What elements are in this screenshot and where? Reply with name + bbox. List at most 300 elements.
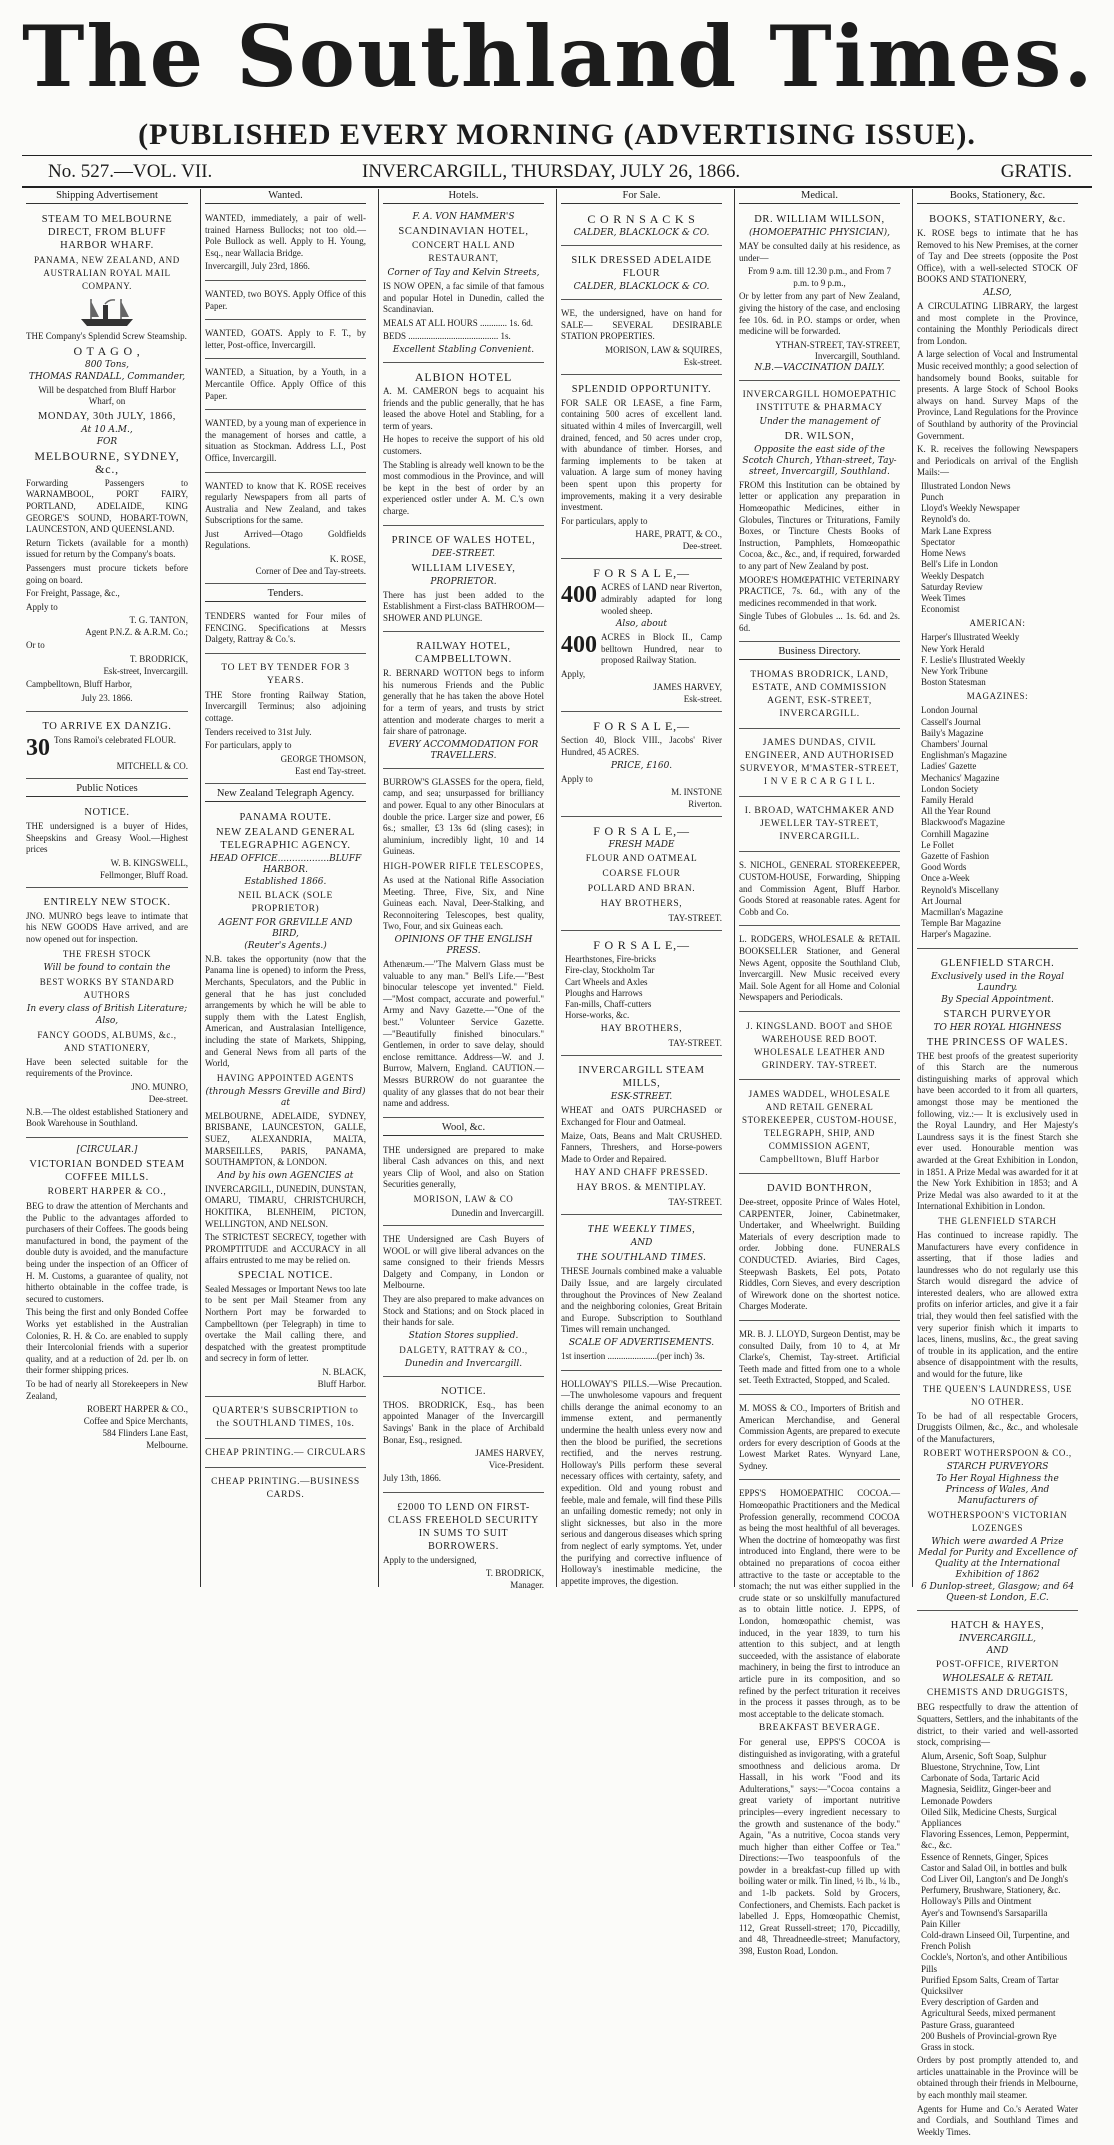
list-item: Every description of Garden and Agricultural Seeds, mixed permanent Pasture Grass, guaranteed xyxy=(921,1997,1056,2030)
ad-signature: Melbourne. xyxy=(146,1440,188,1451)
list-item: Holloway's Pills and Ointment xyxy=(921,1896,1032,1907)
ad-signature: JAMES HARVEY, xyxy=(653,682,722,693)
ad-for-sale-flour xyxy=(561,820,722,931)
ad-subscription xyxy=(205,1400,366,1439)
ad-signature: MITCHELL & CO. xyxy=(116,761,188,772)
ship-tons: 800 Tons, xyxy=(84,359,130,370)
ad-line: FLOUR AND OATMEAL xyxy=(585,854,698,865)
ad-signature: HAY BROTHERS, xyxy=(600,899,683,910)
ad-signature-address: Corner of Dee and Tay-streets. xyxy=(255,566,366,577)
ad-signature: CALDER, BLACKLOCK & CO. xyxy=(573,228,710,238)
ad-address: DEE-STREET. xyxy=(431,548,496,559)
ad-body: Or by letter from any part of New Zealand, giving the history of the case, and enclosing fee 10s. 6d. in P.O. stamps or order, when medicine will be forwarded. xyxy=(739,291,900,337)
ad-circular: [CIRCULAR.] xyxy=(76,1145,138,1156)
ad-body: JAMES DUNDAS, CIVIL ENGINEER, AND AUTHORISED SURVEYOR, M'MASTER-STREET, I N V E R C A R G I L L. xyxy=(739,738,900,788)
section-business-directory-heading: Business Directory. xyxy=(739,645,900,660)
ad-heading: NEW ZEALAND GENERAL TELEGRAPHIC AGENCY. xyxy=(216,826,355,851)
list-item: Weekly Despatch xyxy=(921,570,984,581)
ad-heading: SILK DRESSED ADELAIDE FLOUR xyxy=(571,255,712,279)
section-telegraph-heading: New Zealand Telegraph Agency. xyxy=(205,787,366,802)
ad-body: Has continued to increase rapidly. The Manufacturers have every confidence in asserting, that if those ladies and laundresses who do not regularly use this Starch would disregard the advice of interested dealers, who are allowed extra profits on inferior articles, and give it a fair trial, they would then feel satisfied with the very superior finish which it imparts to laces, linens, muslins, &c., the great saving of trouble in its application, and the entire absence of disappointment with the results, and would for the future, like xyxy=(917,1229,1078,1380)
ship-place: Campbelltown, Bluff Harbor, xyxy=(26,678,132,689)
ad-steam-mills xyxy=(561,1059,722,1215)
column-2 xyxy=(200,189,370,1587)
ad-body: MOORE'S HOMŒPATHIC VETERINARY PRACTICE, 7s. 6d., with any of the medicines recommended in that work. xyxy=(739,574,900,608)
ship-agent2: T. BRODRICK, xyxy=(129,653,188,664)
ad-rose-books xyxy=(917,208,1078,949)
list-item: Harper's Illustrated Weekly xyxy=(921,632,1020,643)
ad-body: N.B. takes the opportunity (now that the Panama line is opened) to inform the Press, Merchants, Speculators, and the Public in general that he has just concluded arrangements by which he will be able to supply them with the Latest English, American, and Australasian Intelligence, including the state of Markets, Shipping, and General News from all parts of the World, xyxy=(205,953,366,1069)
ad-body: Athenæum.—"The Malvern Glass must be valuable to any man." Bell's Life.—"Best binocular telescope yet invented." Field.—"Most compact, accurate and powerful." Army and Navy Gazette.—"One of the best." Volunteer Service Gazette.—"Beautifully finished binoculars." Gentlemen, in order to save delay, should enclose remittance. Address—W. and J. Burrow, Malvern, England. CAUTION.—Messrs BURROW do not guarantee the quality of any glasses that do not bear their name and address. xyxy=(383,958,544,1109)
ad-signature-title: Vice-President. xyxy=(488,1460,544,1471)
ad-body: FOR SALE OR LEASE, a fine Farm, containing 500 acres of excellent land. situated within 4 miles of Invercargill, well drained, fenced, and 50 acres under crop, with abundance of timber. Horses, and farming implements to be taken at valuation. A large sum of money having been spent upon this property for improvements, making it a very desirable investment. xyxy=(561,397,722,513)
ad-body: To be had of all respectable Grocers, Druggists Oilmen, &c., &c., and wholesale of the Manufacturers, xyxy=(917,1410,1078,1444)
columns xyxy=(22,189,1092,2137)
ad-cities: MELBOURNE, ADELAIDE, SYDNEY, BRISBANE, LAUNCESTON, GALLE, SUEZ, ALEXANDRIA, MALTA, MARSEILLES, PARIS, PANAMA, SOUTHAMPTON, & LONDON. xyxy=(205,1110,366,1168)
ad-body: A. M. CAMERON begs to acquaint his friends and the public generally, that he has leased the above Hotel and Stabling, for a term of years. xyxy=(383,385,544,431)
ad-signature-address: Fellmonger, Bluff Road. xyxy=(100,869,188,880)
ship-name: O T A G O , xyxy=(73,343,141,358)
ship-orto: Or to xyxy=(26,640,45,651)
ad-signature-address: Bluff Harbor. xyxy=(317,1379,366,1390)
ad-body: HOLLOWAY'S PILLS.—Wise Precaution.—The unwholesome vapours and frequent chills derange the animal economy to an immense extent, and permanently undermine the health unless every now and then the blood be purified, the secretions rectified, and the nerves restrung. Holloway's Pills perform these several necessary offices with certainty, safety, and expedition. Old and young robust and feeble, male and female, will find these Pills an unfailing domestic remedy; not only in slight sicknesses, but also in the more serious and dangerous diseases which spring from neglect of early symptoms. Yet, under the purifying and corrective influence of Holloway's inestimable medicine, the appetite improves, the digestion. xyxy=(561,1378,722,1586)
ad-heading: DAVID BONTHRON, xyxy=(766,1183,873,1194)
ad-heading: £2000 TO LEND ON FIRST-CLASS FREEHOLD SECURITY IN SUMS TO SUIT BORROWERS. xyxy=(387,1501,540,1552)
ad-heading: BOOKS, STATIONERY, &c. xyxy=(929,214,1066,225)
section-for-sale-heading: For Sale. xyxy=(561,189,722,204)
ad-line: COARSE FLOUR xyxy=(602,869,681,880)
ad-body: A large selection of Vocal and Instrumental Music received monthly; a good selection of handsomely bound Books, suitable for presents. A large Stock of School Books always on hand. Survey Maps of the Province, Land Regulations for the Province of Southland by authority of the Provincial Government. xyxy=(917,349,1078,441)
ad-wanted-rose xyxy=(205,476,366,585)
list-item: Week Times xyxy=(921,592,966,603)
ad-heading: F O R S A L E,— xyxy=(593,566,690,581)
ship-time: At 10 A.M., xyxy=(81,424,133,435)
column-6 xyxy=(912,189,1082,2137)
ad-body: THE undersigned are prepared to make liberal Cash advances on this, and next years Clip of Wool, and also on Station Securities generally, xyxy=(383,1144,544,1190)
section-public-notices-heading: Public Notices xyxy=(26,782,188,797)
ad-corn-sacks xyxy=(561,208,722,246)
ad-address: 6 Dunlop-street, Glasgow; and 64 Queen-st London, E.C. xyxy=(920,1582,1075,1604)
ad-heading: GLENFIELD STARCH. xyxy=(940,957,1055,969)
ad-line: AND xyxy=(986,1646,1009,1657)
ad-scandinavian-hotel xyxy=(383,208,544,363)
section-books-heading: Books, Stationery, &c. xyxy=(917,189,1078,204)
ad-body: WE, the undersigned, have on hand for SALE— SEVERAL DESIRABLE STATION PROPERTIES. xyxy=(561,308,722,342)
ad-body: Agents for Hume and Co.'s Aerated Water and Cordials, and Southland Times and Weekly Times. xyxy=(917,2103,1078,2137)
ad-heading: STEAM TO MELBOURNE DIRECT, FROM BLUFF HARBOR WHARF. xyxy=(41,214,173,251)
ad-for-sale-land xyxy=(561,562,722,712)
ad-holloway-pills xyxy=(561,1374,722,1595)
ad-subheading: OPINIONS OF THE ENGLISH PRESS. xyxy=(394,934,533,956)
ad-munro xyxy=(26,891,188,1138)
ad-notice-kingswell xyxy=(26,801,188,888)
ad-savings-bank-notice xyxy=(383,1380,544,1493)
list-item: Bell's Life in London xyxy=(921,559,998,570)
ad-company: PANAMA, NEW ZEALAND, AND AUSTRALIAN ROYAL MAIL COMPANY. xyxy=(34,255,180,291)
ad-heading: CHEAP PRINTING.— CIRCULARS xyxy=(205,1448,366,1459)
list-item: Macmillan's Magazine xyxy=(921,906,1003,917)
ship-agent2-address: Esk-street, Invercargill. xyxy=(103,665,188,676)
ad-body: MR. B. J. LLOYD, Surgeon Dentist, may be consulted Daily, from 10 to 4, at Mr Clarke's, Chemist, Tay-street. Artificial Teeth made and fitted from one to a whole set. Teeth Extracted, Stopped, and Scaled. xyxy=(739,1328,900,1386)
ad-nb: N.B.—The oldest established Stationery and Book Warehouse in Southland. xyxy=(26,1106,188,1129)
ad-body: He hopes to receive the support of his old customers. xyxy=(383,434,544,456)
list-item: Hearthstones, Fire-bricks xyxy=(565,954,656,965)
ad-cities: INVERCARGILL, DUNEDIN, DUNSTAN, OMARU, TIMARU, CHRISTCHURCH, HOKITIKA, BLENHEIM, PICTON, WELLINGTON, AND NELSON. xyxy=(205,1183,367,1229)
ad-line: (through Messrs Greville and Bird) at xyxy=(205,1086,366,1108)
section-wanted-heading: Wanted. xyxy=(205,189,366,204)
ad-apply: For particulars, apply to xyxy=(561,515,648,526)
ad-heading: HATCH & HAYES, xyxy=(950,1620,1045,1632)
ad-line: To Her Royal Highness the Princess of Wales, And Manufacturers of xyxy=(936,1474,1059,1507)
ad-scale-line: 1st insertion ......................(per inch) 3s. xyxy=(561,1351,705,1361)
ad-body: The STRICTEST SECRECY, together with PROMPTITUDE and ACCURACY in all affairs entrusted to me may be relied on. xyxy=(205,1232,366,1266)
list-item: Cart Wheels and Axles xyxy=(565,976,648,987)
ad-weekly-times xyxy=(561,1218,722,1370)
list-item: Punch xyxy=(921,492,944,503)
ad-signature-address: Esk-street. xyxy=(683,694,722,705)
ad-stabling: Excellent Stabling Convenient. xyxy=(392,344,535,355)
list-item: All the Year Round xyxy=(921,806,991,817)
ad-line: Will be found to contain the xyxy=(43,962,171,973)
ad-heading: TO ARRIVE EX DANZIG. xyxy=(42,721,172,733)
ad-body: Tenders received to 31st July. xyxy=(205,726,312,737)
list-item: Le Follet xyxy=(921,839,954,850)
ad-body: WANTED, by a young man of experience in the management of horses and cattle, a situation as Stockman. Address L.I., Post Office, Invercargill. xyxy=(205,418,366,463)
ad-moss xyxy=(739,1398,900,1481)
ad-wanted-goats xyxy=(205,323,366,359)
ad-signature: N. BLACK, xyxy=(322,1367,366,1378)
ad-signature: T. BRODRICK, xyxy=(485,1568,544,1579)
ad-body: JNO. MUNRO begs leave to intimate that his NEW GOODS Have arrived, and are now opened out for inspection. xyxy=(26,910,188,945)
list-item: Family Herald xyxy=(921,794,974,805)
ad-homeopathic-institute xyxy=(739,384,900,643)
list-item: F. Leslie's Illustrated Weekly xyxy=(921,654,1025,665)
ship-apply: Apply to xyxy=(26,601,58,612)
ship-destination: MELBOURNE, SYDNEY, &c., xyxy=(34,448,180,476)
ad-line: And by his own AGENCIES at xyxy=(217,1170,354,1181)
ad-body: To be had of nearly all Storekeepers in New Zealand, xyxy=(26,1378,188,1401)
ad-railway-hotel xyxy=(383,635,544,769)
list-item: Economist xyxy=(921,604,960,615)
issue-date: INVERCARGILL, THURSDAY, JULY 26, 1866. xyxy=(362,161,741,182)
ad-heading: C O R N S A C K S xyxy=(587,212,696,226)
ad-burrow-glasses xyxy=(383,772,544,1118)
list-item: Spectator xyxy=(921,536,955,547)
ad-address: Opposite the east side of the Scotch Church, Ythan-street, Tay-street, Invercargill, Southland. xyxy=(742,444,897,477)
ad-established: Established 1866. xyxy=(244,876,327,887)
ship-agent1-title: Agent P.N.Z. & A.R.M. Co.; xyxy=(85,627,188,638)
ad-address: YTHAN-STREET, TAY-STREET, Invercargill, Southland. xyxy=(775,339,900,361)
ad-body: Sealed Messages or Important News too late to be sent per Mail Steamer from any Northern Port may be forwarded to Campbelltown (per Telegraph) in time to overtake the Mail calling there, and despatched with the greatest promptitude and secrecy in form of letter. xyxy=(205,1283,366,1364)
list-item: New York Tribune xyxy=(921,665,988,676)
list-item: Magnesia, Seidlitz, Ginger-beer and Lemonade Powders xyxy=(921,1784,1052,1806)
ad-prince-of-wales xyxy=(383,529,544,633)
ad-splendid-opportunity xyxy=(561,378,722,560)
stock-list xyxy=(921,1751,1078,2053)
newspaper-title: The Southland Times. xyxy=(22,7,1095,106)
ad-signature: JNO. MUNRO, xyxy=(131,1081,188,1092)
list-item: Bluestone, Strychnine, Tow, Lint xyxy=(921,1761,1040,1772)
ad-body: JAMES WADDEL, WHOLESALE AND RETAIL GENERAL STOREKEEPER, CUSTOM-HOUSE, TELEGRAPH, SHIP, AND COMMISSION AGENT, Campbelltown, Bluff Harbor xyxy=(741,1089,898,1164)
ad-wanted-stockman xyxy=(205,413,366,472)
ad-body: THE Undersigned are Cash Buyers of WOOL or will give liberal advances on the same consigned to their friends Messrs Dalgety and Company, in London or Melbourne. xyxy=(383,1234,544,1291)
list-item: Illustrated London News xyxy=(921,480,1011,491)
ad-for-sale-section xyxy=(561,715,722,817)
ad-heading: QUARTER'S SUBSCRIPTION to the SOUTHLAND TIMES, 10s. xyxy=(212,1406,359,1430)
ad-body: K. R. receives the following Newspapers and Periodicals on arrival of the English Mails:— xyxy=(917,444,1078,478)
ad-line: By Special Appointment. xyxy=(941,994,1054,1005)
ad-body: WANTED, a Situation, by a Youth, in a Mercantile Office. Apply Office of this Paper. xyxy=(205,367,366,401)
ad-line: Station Stores supplied. xyxy=(408,1330,519,1341)
column-3 xyxy=(378,189,548,1591)
ad-signature-address: TAY-STREET. xyxy=(668,913,722,924)
ad-subheading: HAY AND CHAFF PRESSED. xyxy=(574,1168,709,1179)
list-item: Horse-works, &c. xyxy=(565,1010,630,1021)
list-item: Essence of Rennets, Ginger, Spices xyxy=(921,1851,1049,1862)
ad-apply: Apply, xyxy=(561,668,586,679)
ad-agent: AGENT FOR GREVILLE AND BIRD, xyxy=(218,917,353,939)
list-item: Cornhill Magazine xyxy=(921,828,989,839)
list-item: Temple Bar Magazine xyxy=(921,918,1001,929)
ad-body: EPPS'S HOMOEPATHIC COCOA.— Homœopathic Practitioners and the Medical Profession generally, recommend COCOA as being the most healthful of all beverages. When the doctrine of homœopathy was first introduced into England, there were to be obtained no preparations of cocoa either attractive to the taste or acceptable to the stomach; the nut was either supplied in the crude state or so unskilfully manufactured as to obtain little notice. J. EPPS, of London, homœopathic chemist, was induced, in the year 1839, to turn his attention to this subject, and at length succeeded, with the assistance of elaborate machinery, in being the first to introduce an article pure in its composition, and so refined by the perfect trituration it receives in the process it passes through, as to be most acceptable to the delicate stomach. xyxy=(739,1488,900,1719)
ad-body: Section 40, Block VIII., Jacobs' River Hundred, 45 ACRES. xyxy=(561,735,722,758)
ad-heading: THE WEEKLY TIMES, xyxy=(587,1224,696,1236)
top-rule xyxy=(22,155,1092,156)
ad-wool-dalgety xyxy=(383,1229,544,1377)
ship-commander: THOMAS RANDALL, Commander, xyxy=(28,371,186,382)
list-item: Mark Lane Express xyxy=(921,525,992,536)
list-item: Reynold's Miscellany xyxy=(921,884,999,895)
ad-heading: CHEAP PRINTING.—BUSINESS CARDS. xyxy=(211,1477,360,1501)
list-item: New York Herald xyxy=(921,643,985,654)
ship-for: FOR xyxy=(96,436,118,447)
ad-body: Just Arrived—Otago Goldfields Regulations. xyxy=(205,528,366,551)
ad-body: WANTED, immediately, a pair of well-trained Harness Bullocks; not too old.—Pole Bullock as well. Apply to H. Young, Esq., near Wallacia Bridge. xyxy=(205,213,366,258)
ad-subheading: WOTHERSPOON'S VICTORIAN LOZENGES xyxy=(927,1510,1068,1534)
ad-body: THE Store fronting Railway Station, Invercargill Terminus; also adjoining cottage. xyxy=(205,689,366,724)
ad-signature: 584 Flinders Lane East, xyxy=(102,1428,188,1439)
list-item: Quicksilver xyxy=(921,1986,963,1997)
ship-forwarding: Forwarding Passengers to WARNAMBOOL, PORT FAIRY, PORTLAND, ADELAIDE, KING GEORGE'S SOUND, HOBART-TOWN, LAUNCESTON, AND QUEENSLAND. xyxy=(26,477,188,535)
ad-dr-willson xyxy=(739,208,900,381)
ad-albion-hotel xyxy=(383,366,544,526)
ad-subheading: SPECIAL NOTICE. xyxy=(238,1269,333,1281)
ad-line: ALSO, xyxy=(983,287,1012,298)
ad-body: BEG respectfully to draw the attention of Squatters, Settlers, and the inhabitants of the district, to their varied and well-assorted stock, comprising— xyxy=(917,1702,1078,1748)
ad-lend xyxy=(383,1496,544,1598)
list-item: Englishman's Magazine xyxy=(921,750,1007,761)
ad-owner: F. A. VON HAMMER'S xyxy=(412,212,515,222)
ship-agent1: T. G. TANTON, xyxy=(129,615,188,626)
ad-body: I. BROAD, WATCHMAKER AND JEWELLER TAY-STREET, INVERCARGILL. xyxy=(744,806,895,843)
ad-body: THE undersigned is a buyer of Hides, Sheepskins and Greasy Wool.—Highest prices xyxy=(26,821,188,855)
ad-body: J. KINGSLAND. BOOT and SHOE WAREHOUSE RED BOOT. WHOLESALE LEATHER AND GRINDERY. TAY-STREET. xyxy=(746,1021,893,1070)
section-tenders-heading: Tenders. xyxy=(205,587,366,602)
ship-freight: For Freight, Passage, &c., xyxy=(26,588,120,599)
list-item: Ayer's and Townsend's Sarsaparilla xyxy=(921,1907,1048,1918)
list-item: Fan-mills, Chaff-cutters xyxy=(565,999,652,1010)
ad-coffee-mills xyxy=(26,1141,188,1457)
list-item: Chambers' Journal xyxy=(921,738,988,749)
ad-line: Also, about xyxy=(615,619,668,630)
ad-body: This being the first and only Bonded Coffee Works yet established in the Australian Colonies, R. H. & Co. are enabled to supply their Intercolonial friends with a superior quality, and at a reduction of 2d. per lb. on their former shipping prices. xyxy=(26,1307,188,1376)
ad-subheading: THE QUEEN'S LAUNDRESS, USE NO OTHER. xyxy=(922,1383,1073,1407)
ad-heading: PRINCE OF WALES HOTEL, xyxy=(391,534,536,546)
ad-scale-heading: SCALE OF ADVERTISEMENTS. xyxy=(568,1338,715,1348)
ad-signature-address: Riverton. xyxy=(688,799,722,810)
ad-subheading: THE FRESH STOCK xyxy=(62,948,152,959)
ad-subheading: MAGAZINES: xyxy=(966,691,1029,702)
ad-hours: From 9 a.m. till 12.30 p.m., and From 7 p.m. to 9 p.m., xyxy=(748,266,891,288)
ad-tender-let xyxy=(205,657,366,784)
ad-subheading: DR. WILSON, xyxy=(784,430,855,442)
ad-subheading: CONCERT HALL AND RESTAURANT, xyxy=(412,241,515,264)
ad-firm: ROBERT WOTHERSPOON & CO., xyxy=(923,1448,1072,1459)
ad-line: Also, xyxy=(95,1015,119,1026)
ad-body: WANTED, GOATS. Apply to F. T., by letter, Post-office, Invercargill. xyxy=(205,328,366,350)
ad-subheading: AMERICAN: xyxy=(969,618,1026,629)
ad-body: IS NOW OPEN, a fac simile of that famous and popular Hotel in Dunedin, called the Scandinavian. xyxy=(383,281,544,315)
ad-printing-cards xyxy=(205,1471,366,1509)
list-item: Cassell's Journal xyxy=(921,716,981,727)
list-item: Blackwood's Magazine xyxy=(921,817,1005,828)
ad-body: Apply to the undersigned, xyxy=(383,1554,477,1565)
dateline-rule xyxy=(22,186,1092,188)
ad-beds: BEDS ........................................ 1s. xyxy=(383,331,511,342)
list-item: Reynold's do. xyxy=(921,514,971,525)
list-item: Good Words xyxy=(921,862,967,873)
ad-heading: ALBION HOTEL xyxy=(414,369,513,384)
tons-number: 30 xyxy=(26,735,50,762)
ad-signature: HAY BROTHERS, xyxy=(600,1024,683,1035)
ad-wanted-situation xyxy=(205,362,366,410)
ad-address: ESK-STREET. xyxy=(610,1092,673,1103)
section-medical-heading: Medical. xyxy=(739,189,900,204)
ad-meals: MEALS AT ALL HOURS ............ 1s. 6d. xyxy=(383,317,534,328)
ad-heading: SPLENDID OPPORTUNITY. xyxy=(571,383,712,395)
ad-heading: INVERCARGILL HOMOEPATHIC INSTITUTE & PHARMACY xyxy=(742,389,897,413)
ad-telegraph-agency xyxy=(205,806,366,1397)
ad-body: BEG to draw the attention of Merchants and the Public to the advantages afforded to purchasers of their Coffees. The goods being manufactured in bond, the payment of the double duty is avoided, and the manufacture being under the inspection of an Officer of H. M. Customs, a guarantee of quality, not hitherto obtainable in the coffee trade, is secured to customers. xyxy=(26,1201,188,1304)
list-item: Oiled Silk, Medicine Chests, Surgical Appliances xyxy=(921,1806,1057,1828)
masthead xyxy=(22,6,1095,106)
ad-line: Exclusively used in the Royal Laundry. xyxy=(930,971,1065,993)
list-item: Once a-Week xyxy=(921,873,970,884)
magazines-list xyxy=(921,705,1078,940)
ad-subheading: HAVING APPOINTED AGENTS xyxy=(216,1072,355,1083)
ad-subheading: STARCH PURVEYOR xyxy=(943,1008,1052,1020)
ad-heading: NOTICE. xyxy=(440,1385,487,1397)
ad-printing-circulars xyxy=(205,1442,366,1468)
ad-signature: MORISON, LAW & CO xyxy=(413,1194,514,1205)
ad-body: FROM this Institution can be obtained by letter or application any preparation in Homœopathic Medicines, either in Globules, Tinctures or Triturations, Family Boxes, or Tincture Chests Books of Instruction, Pamphlets, Homœopathic Cocoa, &c., &c., and, if required, forwarded to any part of New Zealand by post. xyxy=(739,479,900,571)
ad-body: R. BERNARD WOTTON begs to inform his numerous Friends and the Public generally that he has taken the above Hotel for a term of years, and trusts by strict attention and moderate charges to merit a fair share of patronage. xyxy=(383,668,544,737)
ad-subheading: THE GLENFIELD STARCH xyxy=(938,1215,1057,1226)
ad-heading: VICTORIAN BONDED STEAM COFFEE MILLS. xyxy=(29,1159,185,1184)
ad-body: They are also prepared to make advances on Stock and Stations; and on Stock placed in their hands for sale. xyxy=(383,1294,544,1328)
list-item: Purified Epsom Salts, Cream of Tartar xyxy=(921,1974,1059,1985)
ad-agent: (Reuter's Agents.) xyxy=(244,940,327,951)
ad-line: INVERCARGILL, xyxy=(959,1634,1036,1645)
ad-signature-address: TAY-STREET. xyxy=(668,1038,722,1049)
column-1 xyxy=(22,189,192,1587)
ad-heading: PANAMA ROUTE. xyxy=(239,811,332,823)
list-item: Cold-drawn Linseed Oil, Turpentine, and French Polish xyxy=(921,1930,1070,1952)
list-item: Lloyd's Weekly Newspaper xyxy=(921,503,1020,514)
ad-address: Corner of Tay and Kelvin Streets, xyxy=(387,268,540,278)
ad-danzig xyxy=(26,715,188,779)
section-hotels-heading: Hotels. xyxy=(383,189,544,204)
ad-apply: Apply to xyxy=(561,773,593,784)
ad-waddel xyxy=(739,1083,900,1174)
ad-signature: HAY BROS. & MENTIPLAY. xyxy=(576,1183,707,1194)
ad-nb: N.B.—VACCINATION DAILY. xyxy=(754,362,885,373)
ad-line: TO HER ROYAL HIGHNESS xyxy=(933,1022,1062,1033)
list-item: Harper's Magazine. xyxy=(921,929,992,940)
ad-body: There has just been added to the Establishment a First-class BATHROOM—SHOWER AND PLUNGE. xyxy=(383,589,544,623)
ad-epps-cocoa xyxy=(739,1483,900,1964)
ad-heading: SCANDINAVIAN HOTEL, xyxy=(398,226,529,237)
ad-body: ACRES of LAND near Riverton, admirably adapted for long wooled sheep. xyxy=(601,582,722,616)
ad-signature: GEORGE THOMSON, xyxy=(280,753,366,764)
ad-subheading: FANCY GOODS, ALBUMS, &c., AND STATIONERY, xyxy=(37,1029,177,1053)
list-item: Alum, Arsenic, Soft Soap, Sulphur xyxy=(921,1750,1047,1761)
ad-dundas xyxy=(739,732,900,797)
ad-signature: ROBERT HARPER & CO., xyxy=(86,1404,188,1415)
ad-subheading: THE PRINCESS OF WALES. xyxy=(926,1036,1069,1048)
ad-hatch-hayes xyxy=(917,1614,1078,2145)
section-wool-heading: Wool, &c. xyxy=(383,1121,544,1136)
ad-signature-address: Esk-street. xyxy=(683,356,722,367)
ad-signature: HARE, PRATT, & CO., xyxy=(635,529,722,540)
ad-heading: TO LET BY TENDER FOR 3 YEARS. xyxy=(221,662,350,686)
ad-heading: DR. WILLIAM WILLSON, xyxy=(754,214,885,225)
ad-line: FRESH MADE xyxy=(608,840,675,851)
ad-body: Orders by post promptly attended to, and articles unattainable in the Province will be obtained through their friends in Melbourne, by each monthly mail steamer. xyxy=(917,2055,1078,2101)
ad-body: TENDERS wanted for Four miles of FENCING. Specifications at Messrs Dalgety, Rattray & Co.'s. xyxy=(205,611,366,645)
ad-glenfield-starch xyxy=(917,952,1078,1612)
ad-line: STARCH PURVEYORS xyxy=(946,1462,1049,1473)
ad-signature-address: Dunedin and Invercargill. xyxy=(451,1208,544,1219)
ad-tender-fencing xyxy=(205,606,366,654)
ad-signature: MORISON, LAW & SQUIRES, xyxy=(605,344,722,355)
ad-line: WHOLESALE & RETAIL xyxy=(942,1674,1053,1685)
ad-date: July 13th, 1866. xyxy=(383,1473,442,1484)
ad-wool-morison xyxy=(383,1140,544,1226)
ad-broad xyxy=(739,800,900,852)
ad-heading: ENTIRELY NEW STOCK. xyxy=(43,896,171,908)
ad-silk-flour xyxy=(561,249,722,300)
ship-despatch: Will be despatched from Bluff Harbor Wharf, on xyxy=(38,384,176,407)
ad-body: WHEAT and OATS PURCHASED or Exchanged for Flour and Oatmeal. xyxy=(561,1105,722,1128)
ad-body: Dee-street, opposite Prince of Wales Hotel, CARPENTER, Joiner, Cabinetmaker, Undertaker, and Wheelwright. Building Materials of every description made to order. Jobbing done. FUNERALS CONDUCTED. Aviaries, Bird Cages, Steepwash Baskets, Eel pots, Potato Riddles, Corn Sieves, and every description of Wirework done on the shortest notice. Charges Moderate. xyxy=(739,1197,900,1312)
ad-line: In every class of British Literature; xyxy=(26,1003,188,1014)
ad-body: K. ROSE begs to intimate that he has Removed to his New Premises, at the corner of Tay and Dee streets (opposite the Post Office), with a well-selected STOCK OF BOOKS AND STATIONERY, xyxy=(917,228,1078,285)
ad-body: M. MOSS & CO., Importers of British and American Merchandise, and General Commission Agents, are prepared to execute orders for every description of Goods at the Lowest Market Rates. Wynyard Lane, Sydney. xyxy=(739,1402,900,1471)
ship-return: Return Tickets (available for a month) issued for return by the Company's boats. xyxy=(26,537,188,560)
ad-proprietor: NEIL BLACK (SOLE PROPRIETOR) xyxy=(238,890,333,914)
list-item: Carbonate of Soda, Tartaric Acid xyxy=(921,1773,1040,1784)
ad-wanted-bullocks xyxy=(205,208,366,281)
ad-line: POLLARD AND BRAN. xyxy=(587,884,696,895)
newspaper-subtitle: (PUBLISHED EVERY MORNING (ADVERTISING ISSUE). xyxy=(138,118,976,151)
ad-line: Under the management of xyxy=(759,416,880,427)
ad-body: Maize, Oats, Beans and Malt CRUSHED. Fanners, Threshers, and Horse-powers Made to Order and Repaired. xyxy=(561,1130,722,1164)
steamship-icon xyxy=(77,295,137,329)
list-item: Ladies' Gazette xyxy=(921,761,977,772)
ad-body: WANTED to know that K. ROSE receives regularly Newspapers from all parts of Australia and New Zealand, and takes Subscriptions for the same. xyxy=(205,480,366,526)
ad-signature: Coffee and Spice Merchants, xyxy=(83,1416,188,1427)
